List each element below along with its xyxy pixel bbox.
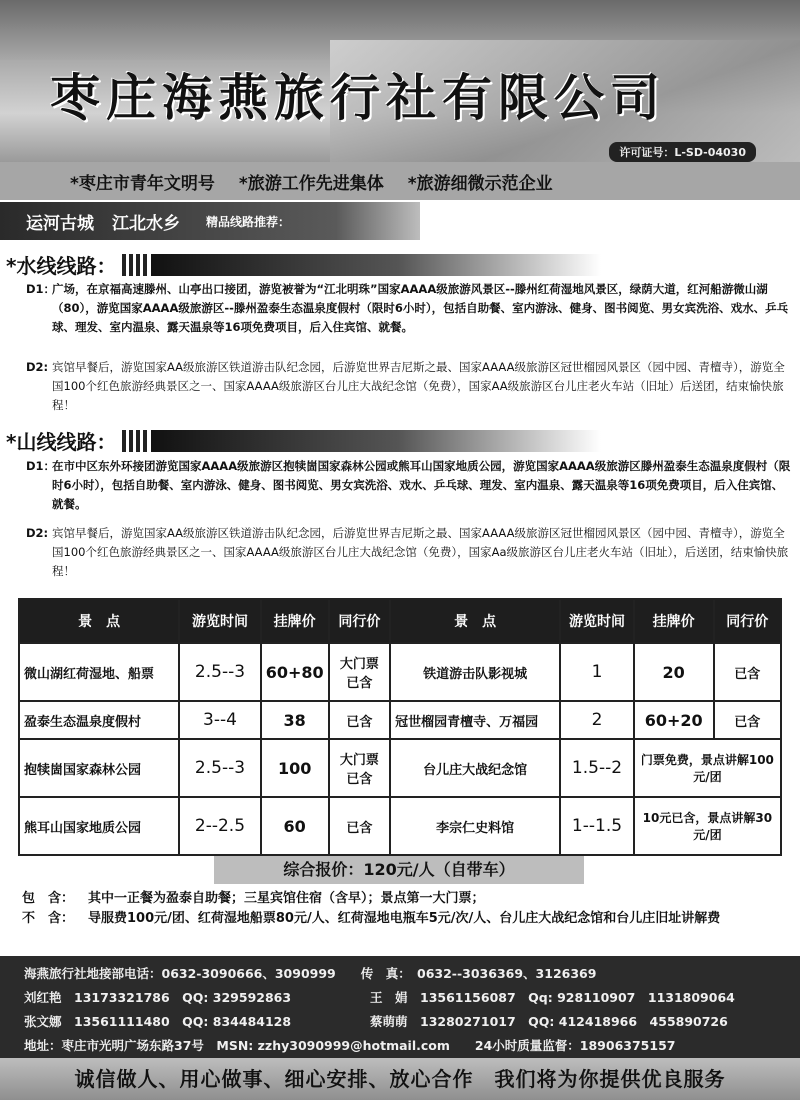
- day-tag: D1：: [26, 282, 56, 296]
- table-cell: 盈泰生态温泉度假村: [19, 701, 179, 739]
- table-cell: 1: [560, 643, 634, 701]
- mountain-day1-text: 在市中区东外环接团游览国家AAAA级旅游区抱犊崮国家森林公园或熊耳山国家地质公园，游览国家AAAA级旅游区滕州盈泰生态温泉度假村（限时6小时），包括自助餐、室内游泳、健身、图书阅览、男女宾洗浴、戏水、乒乓球、理发、室内温泉、露天温泉等16项免费项目，后入住宾馆、就餐。: [52, 459, 791, 511]
- table-cell: 已含: [714, 643, 781, 701]
- heading-bars-icon: [122, 254, 147, 276]
- water-route-heading: [6, 250, 601, 279]
- table-cell: 铁道游击队影视城: [390, 643, 560, 701]
- mountain-route-title: *山线线路：: [6, 430, 117, 454]
- table-header: 挂牌价: [261, 599, 329, 643]
- water-route-title: *水线线路：: [6, 254, 117, 278]
- mountain-route-heading: [6, 426, 601, 455]
- table-header: 同行价: [714, 599, 781, 643]
- table-row: [19, 797, 781, 855]
- honor-3: *旅游细微示范企业: [407, 173, 553, 194]
- table-cell: 60+20: [634, 701, 714, 739]
- total-price: 综合报价：120元/人（自带车）: [214, 856, 584, 884]
- table-header: 同行价: [329, 599, 390, 643]
- route-tag-canal: 运河古城: [26, 213, 94, 234]
- heading-gradient-line: [151, 254, 601, 276]
- water-day1-text: 广场，在京福高速滕州、山亭出口接团，游览被誉为“江北明珠”国家AAAA级旅游风景区--滕州红荷湿地风景区，绿荫大道，红河船游微山湖（80），游览国家AAAA级旅游区--滕州盈泰生态温泉度假村（限时6小时），包括自助餐、室内游泳、健身、图书阅览、男女宾洗浴、戏水、乒乓球、理发、室内温泉、露天温泉等16项免费项目，后入住宾馆、就餐。: [52, 282, 789, 334]
- table-cell: 已含: [714, 701, 781, 739]
- table-cell: 1.5--2: [560, 739, 634, 797]
- table-cell: 100: [261, 739, 329, 797]
- day-tag: D2:: [26, 360, 49, 374]
- exclude-row: [22, 910, 792, 928]
- honors-bar: [0, 162, 800, 200]
- table-cell: 台儿庄大战纪念馆: [390, 739, 560, 797]
- day-tag: D2:: [26, 526, 49, 540]
- water-day2: [26, 358, 792, 415]
- table-cell: 李宗仁史料馆: [390, 797, 560, 855]
- honor-1: *枣庄市青年文明号: [70, 173, 215, 194]
- table-header: 游览时间: [179, 599, 260, 643]
- heading-bars-icon: [122, 430, 147, 452]
- route-tag-water: 江北水乡: [112, 213, 180, 234]
- table-cell: 2--2.5: [179, 797, 260, 855]
- table-header-row: [19, 599, 781, 643]
- license-number: 许可证号：L-SD-04030: [609, 142, 756, 162]
- table-cell: 大门票已含: [329, 643, 390, 701]
- table-row: [19, 643, 781, 701]
- table-cell: 微山湖红荷湿地、船票: [19, 643, 179, 701]
- table-cell: 60+80: [261, 643, 329, 701]
- table-cell: 10元已含，景点讲解30元/团: [634, 797, 781, 855]
- honor-2: *旅游工作先进集体: [238, 173, 384, 194]
- contact-footer: [0, 956, 800, 1058]
- routes-bar: [0, 202, 420, 240]
- table-cell: 已含: [329, 797, 390, 855]
- water-day2-text: 宾馆早餐后，游览国家AA级旅游区铁道游击队纪念园，后游览世界吉尼斯之最、国家AAAA级旅游区冠世榴园风景区（园中园、青檀寺），游览全国100个红色旅游经典景区之一、国家AAAA级旅游区台儿庄大战纪念馆（免费），国家AA级旅游区台儿庄老火车站（旧址）后送团，结束愉快旅程！: [52, 360, 785, 412]
- heading-gradient-line: [151, 430, 601, 452]
- table-row: [19, 739, 781, 797]
- table-cell: 熊耳山国家地质公园: [19, 797, 179, 855]
- include-label: 包 含：: [22, 891, 75, 906]
- table-row: [19, 701, 781, 739]
- table-cell: 2.5--3: [179, 643, 260, 701]
- include-text: 其中一正餐为盈泰自助餐；三星宾馆住宿（含早）；景点第一大门票；: [88, 891, 485, 906]
- contact-person-1: 刘红艳 13173321786 QQ: 329592863: [24, 990, 292, 1005]
- contact-person-4: 蔡萌萌 13280271017 QQ: 412418966 455890726: [370, 1014, 728, 1029]
- table-header: 景 点: [390, 599, 560, 643]
- price-table: [18, 598, 782, 856]
- table-cell: 大门票已含: [329, 739, 390, 797]
- table-header: 景 点: [19, 599, 179, 643]
- table-cell: 1--1.5: [560, 797, 634, 855]
- table-header: 游览时间: [560, 599, 634, 643]
- table-cell: 38: [261, 701, 329, 739]
- table-cell: 2: [560, 701, 634, 739]
- include-row: [22, 890, 792, 908]
- table-cell: 冠世榴园青檀寺、万福园: [390, 701, 560, 739]
- table-cell: 门票免费，景点讲解100元/团: [634, 739, 781, 797]
- table-cell: 3--4: [179, 701, 260, 739]
- table-cell: 2.5--3: [179, 739, 260, 797]
- table-cell: 已含: [329, 701, 390, 739]
- table-cell: 20: [634, 643, 714, 701]
- contact-person-2: 王 娟 13561156087 Qq: 928110907 1131809064: [370, 990, 735, 1005]
- mountain-day1: [26, 457, 792, 514]
- table-cell: 60: [261, 797, 329, 855]
- header-banner: [0, 0, 800, 162]
- contact-person-3: 张文娜 13561111480 QQ: 834484128: [24, 1014, 292, 1029]
- table-header: 挂牌价: [634, 599, 714, 643]
- mountain-day2-text: 宾馆早餐后，游览国家AA级旅游区铁道游击队纪念园，后游览世界吉尼斯之最、国家AAAA级旅游区冠世榴园风景区（园中园、青檀寺），游览全国100个红色旅游经典景区之一、国家AAAA级旅游区台儿庄大战纪念馆（免费），国家Aa级旅游区台儿庄老火车站（旧址），后送团，结束愉快旅程！: [52, 526, 789, 578]
- mountain-day2: [26, 524, 792, 581]
- water-day1: [26, 280, 792, 337]
- company-title: 枣庄海燕旅行社有限公司: [50, 68, 666, 127]
- slogan-bar: 诚信做人、用心做事、细心安排、放心合作 我们将为你提供优良服务: [0, 1058, 800, 1100]
- contact-phone-fax: 海燕旅行社地接部电话：0632-3090666、3090999 传 真： 0632--3036369、3126369: [24, 966, 597, 981]
- exclude-text: 导服费100元/团、红荷湿地船票80元/人、红荷湿地电瓶车5元/次/人、台儿庄大战纪念馆和台儿庄旧址讲解费: [88, 911, 721, 926]
- table-cell: 抱犊崮国家森林公园: [19, 739, 179, 797]
- day-tag: D1：: [26, 459, 56, 473]
- exclude-label: 不 含：: [22, 911, 75, 926]
- contact-address: 地址：枣庄市光明广场东路37号 MSN: zzhy3090999@hotmail.com 24小时质量监督：18906375157: [24, 1038, 676, 1053]
- route-recommend: 精品线路推荐：: [206, 214, 291, 229]
